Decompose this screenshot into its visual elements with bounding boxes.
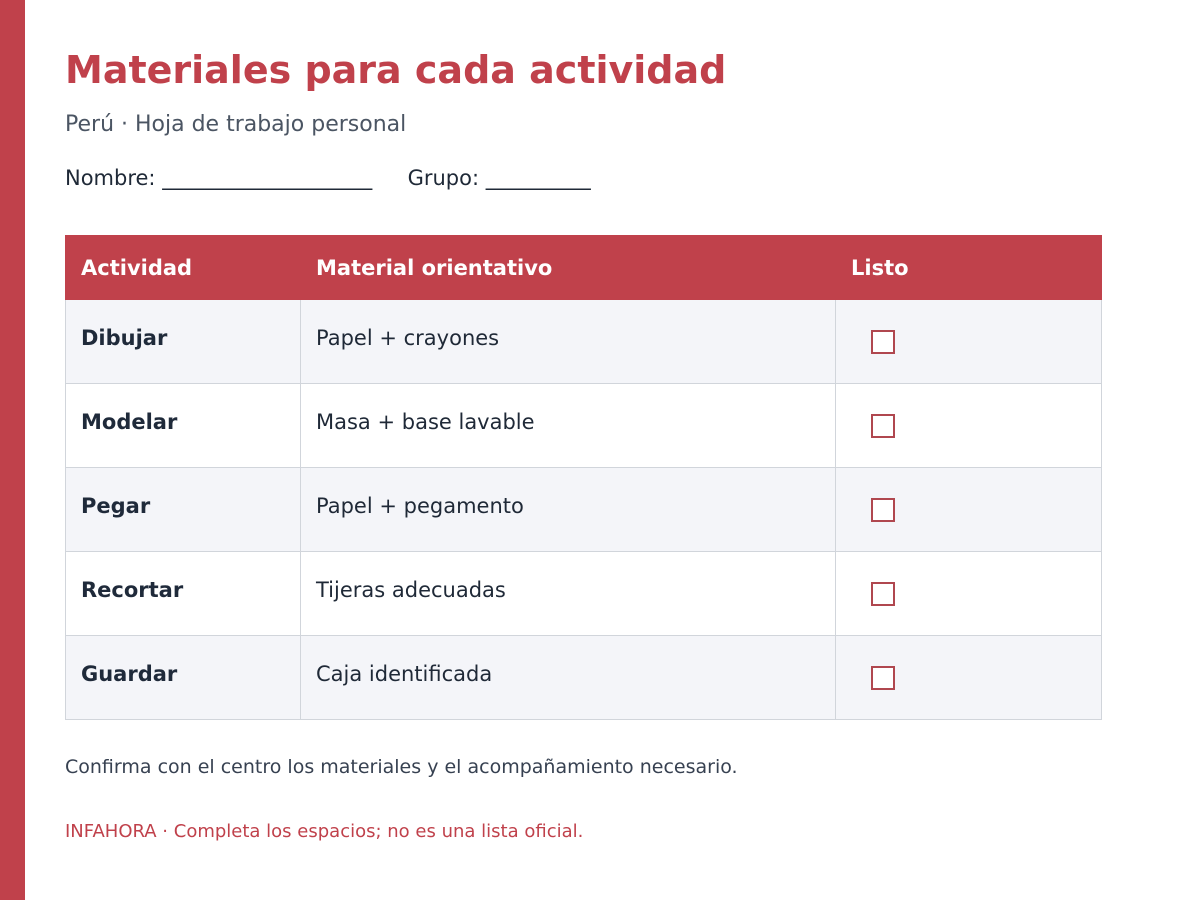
column-header-activity: Actividad — [66, 236, 301, 300]
page-title: Materiales para cada actividad — [65, 48, 727, 92]
name-label: Nombre: — [65, 166, 156, 190]
footer-disclaimer: INFAHORA · Completa los espacios; no es una lista oficial. — [65, 821, 584, 842]
student-fields — [65, 164, 591, 192]
column-header-done: Listo — [836, 236, 1102, 300]
material-cell: Papel + pegamento — [301, 468, 836, 552]
page-subtitle: Perú · Hoja de trabajo personal — [65, 112, 407, 137]
accent-bar — [0, 0, 25, 900]
activity-cell: Dibujar — [66, 300, 301, 384]
activity-cell: Recortar — [66, 552, 301, 636]
done-checkbox[interactable] — [871, 414, 895, 438]
guidance-note: Confirma con el centro los materiales y el acompañamiento necesario. — [65, 756, 738, 778]
table-row — [66, 636, 1102, 720]
activity-cell: Modelar — [66, 384, 301, 468]
done-cell — [836, 468, 1102, 552]
column-header-material: Material orientativo — [301, 236, 836, 300]
materials-table — [65, 235, 1102, 720]
activity-cell: Guardar — [66, 636, 301, 720]
done-cell — [836, 636, 1102, 720]
table-row — [66, 384, 1102, 468]
name-field[interactable]: ____________________ — [162, 166, 373, 190]
table-header-row — [66, 236, 1102, 300]
done-checkbox[interactable] — [871, 498, 895, 522]
activity-cell: Pegar — [66, 468, 301, 552]
table-row — [66, 300, 1102, 384]
done-checkbox[interactable] — [871, 582, 895, 606]
group-field[interactable]: __________ — [485, 166, 591, 190]
material-cell: Caja identificada — [301, 636, 836, 720]
material-cell: Papel + crayones — [301, 300, 836, 384]
table-row — [66, 468, 1102, 552]
done-cell — [836, 552, 1102, 636]
done-checkbox[interactable] — [871, 330, 895, 354]
material-cell: Tijeras adecuadas — [301, 552, 836, 636]
done-checkbox[interactable] — [871, 666, 895, 690]
table-row — [66, 552, 1102, 636]
group-label: Grupo: — [407, 166, 480, 190]
material-cell: Masa + base lavable — [301, 384, 836, 468]
done-cell — [836, 384, 1102, 468]
done-cell — [836, 300, 1102, 384]
